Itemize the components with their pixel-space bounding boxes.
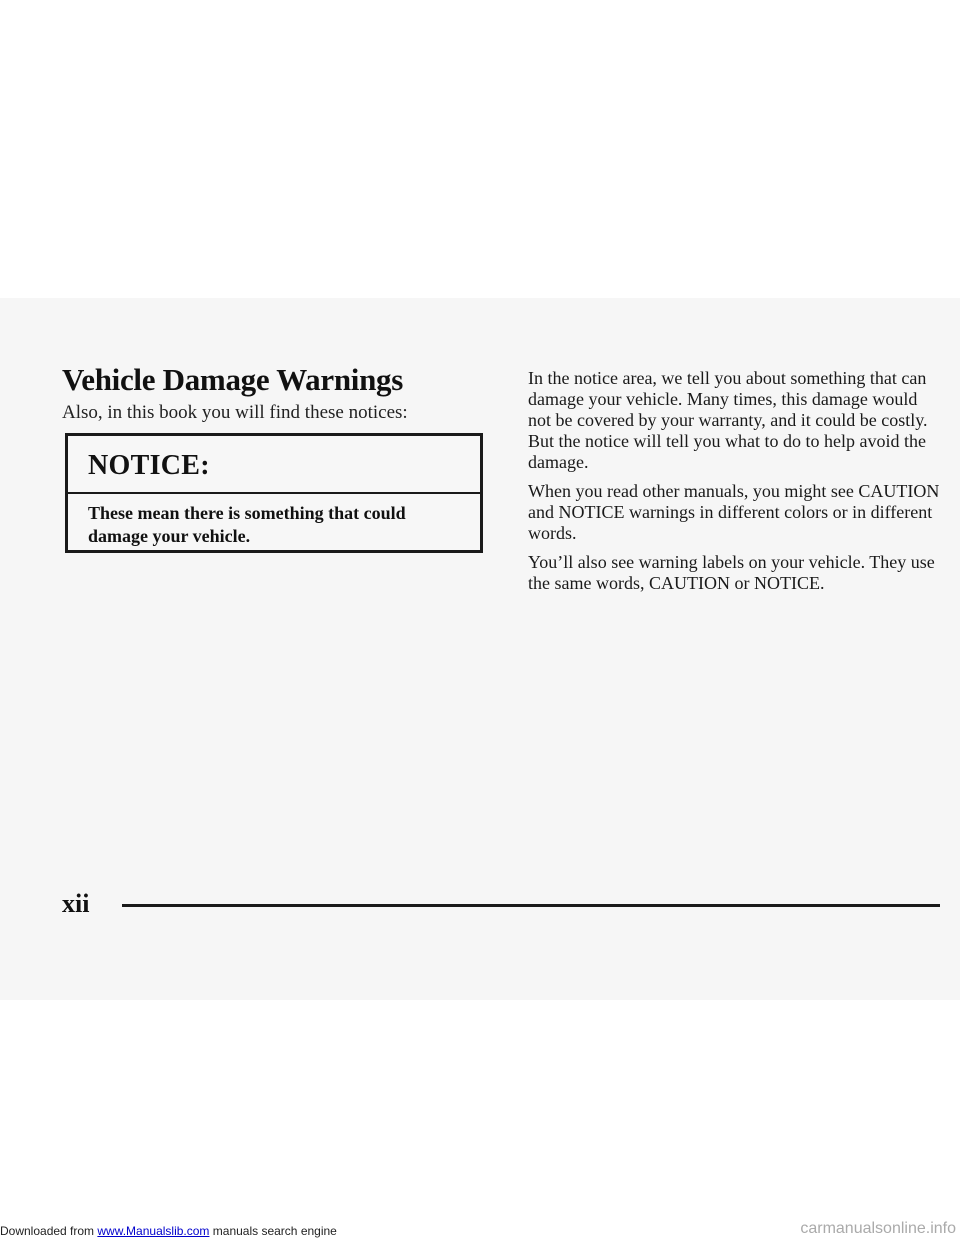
manualslib-link[interactable]: www.Manualslib.com <box>97 1224 210 1238</box>
paragraph-notice-area: In the notice area, we tell you about something that can damage your vehicle. Many times, this damage would not be covered by your warranty, and it could be costly. But the notice will tell you what to do to help avoid the damage. <box>528 368 928 472</box>
notice-box <box>65 433 483 553</box>
notice-divider <box>68 492 480 494</box>
intro-text: Also, in this book you will find these notices: <box>62 402 408 423</box>
paragraph-other-manuals: When you read other manuals, you might see CAUTION and NOTICE warnings in different colors or in different words. <box>528 481 940 543</box>
notice-title: NOTICE: <box>88 450 210 481</box>
download-banner <box>0 1224 337 1238</box>
right-column <box>528 368 940 602</box>
watermark-text: carmanualsonline.info <box>800 1220 956 1237</box>
banner-prefix: Downloaded from <box>0 1224 98 1238</box>
page-number: xii <box>62 889 90 918</box>
page-heading: Vehicle Damage Warnings <box>62 362 404 397</box>
notice-body: These mean there is something that could damage your vehicle. <box>88 503 406 546</box>
paragraph-warning-labels: You’ll also see warning labels on your vehicle. They use the same words, CAUTION or NOTICE. <box>528 552 935 593</box>
footer-rule <box>122 904 940 907</box>
banner-suffix: manuals search engine <box>209 1224 337 1238</box>
